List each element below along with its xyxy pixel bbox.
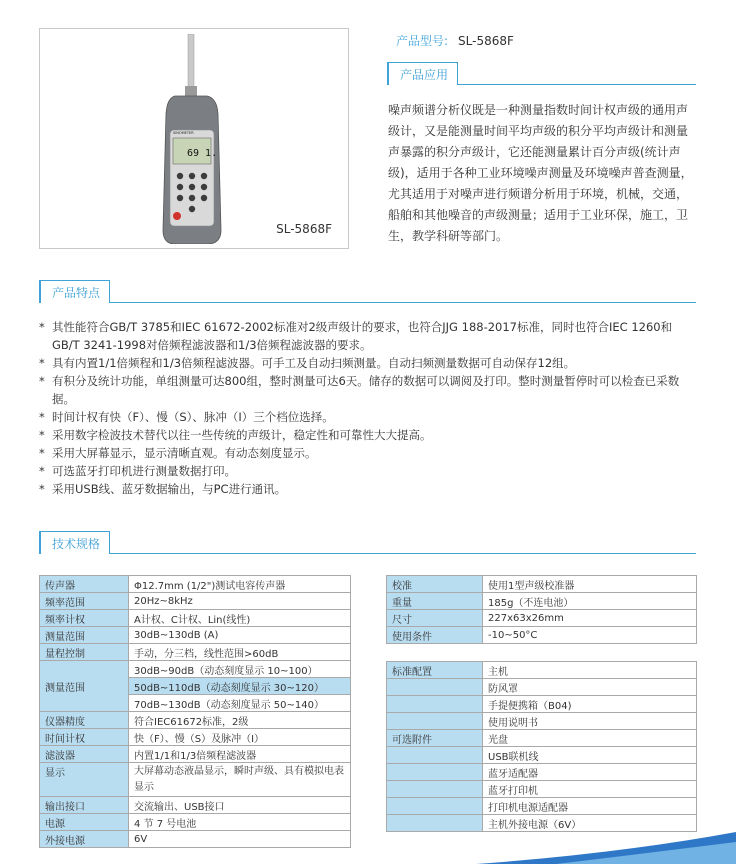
model-label: 产品型号: bbox=[396, 34, 449, 48]
table-row: 传声器 Φ12.7mm (1/2")测试电容传声器 bbox=[40, 576, 351, 593]
table-row: 蓝牙打印机 bbox=[387, 781, 697, 798]
table-row: 打印机电源适配器 bbox=[387, 798, 697, 815]
table-row: 量程控制 手动，分三档，线性范围>60dB bbox=[40, 644, 351, 661]
table-row: 50dB~110dB（动态刻度显示 30~120） bbox=[40, 678, 351, 695]
table-row: 可选附件 光盘 bbox=[387, 730, 697, 747]
product-image-box bbox=[39, 28, 349, 249]
config-table bbox=[386, 661, 697, 832]
power-button-icon bbox=[173, 212, 181, 220]
meter-screen-value: 69 1. bbox=[187, 148, 218, 159]
features-list bbox=[39, 318, 699, 498]
table-row: 仪器精度 符合IEC61672标准，2级 bbox=[40, 712, 351, 729]
model-value: SL-5868F bbox=[458, 34, 514, 48]
table-row: 防风罩 bbox=[387, 679, 697, 696]
table-row: 频率范围 20Hz~8kHz bbox=[40, 593, 351, 610]
table-row: 电源 4 节 7 号电池 bbox=[40, 814, 351, 831]
table-row: 蓝牙适配器 bbox=[387, 764, 697, 781]
list-item: * 具有内置1/1倍频程和1/3倍频程滤波器。可手工及自动扫频测量。自动扫频测量数据可自动保存12组。 bbox=[39, 356, 576, 370]
list-item: * 其性能符合GB/T 3785和IEC 61672-2002标准对2级声级计的要求，也符合JJG 188-2017标准，同时也符合IEC 1260和GB/T 3241-1998对倍频程滤波器和1/3倍频程滤波器的要求。 bbox=[39, 320, 673, 352]
features-header bbox=[39, 280, 696, 303]
features-title: 产品特点 bbox=[39, 280, 110, 303]
brand-logo: SINOMETER bbox=[173, 131, 194, 135]
table-row: 滤波器 内置1/1和1/3倍频程滤波器 bbox=[40, 746, 351, 763]
specs-title: 技术规格 bbox=[39, 531, 110, 554]
application-header bbox=[387, 62, 696, 85]
table-row: 手提便携箱（B04) bbox=[387, 696, 697, 713]
table-row: 主机外接电源（6V） bbox=[387, 815, 697, 832]
table-row: USB联机线 bbox=[387, 747, 697, 764]
image-caption: SL-5868F bbox=[276, 222, 332, 236]
table-row: 显示 大屏幕动态液晶显示，瞬时声级、具有模拟电表显示 bbox=[40, 763, 351, 797]
table-row: 使用条件 -10~50°C bbox=[387, 627, 697, 644]
table-row: 重量 185g（不连电池） bbox=[387, 593, 697, 610]
specs-header bbox=[39, 531, 696, 554]
list-item: * 采用USB线、蓝牙数据输出，与PC进行通讯。 bbox=[39, 482, 287, 496]
decorative-swoosh bbox=[436, 824, 736, 864]
sound-level-meter-image bbox=[161, 34, 223, 244]
table-row: 时间计权 快（F）、慢（S）及脉冲（I） bbox=[40, 729, 351, 746]
list-item: * 采用大屏幕显示，显示清晰直观。有动态刻度显示。 bbox=[39, 446, 317, 460]
table-row: 频率计权 A计权、C计权、Lin(线性) bbox=[40, 610, 351, 627]
table-row: 尺寸 227x63x26mm bbox=[387, 610, 697, 627]
specs-table-left bbox=[39, 575, 351, 848]
table-row: 外接电源 6V bbox=[40, 831, 351, 848]
list-item: * 采用数字检波技术替代以往一些传统的声级计，稳定性和可靠性大大提高。 bbox=[39, 428, 432, 442]
product-model bbox=[396, 32, 514, 49]
list-item: * 可选蓝牙打印机进行测量数据打印。 bbox=[39, 464, 236, 478]
table-row: 校准 使用1型声级校准器 bbox=[387, 576, 697, 593]
application-title: 产品应用 bbox=[387, 62, 458, 85]
table-row: 输出接口 交流输出、USB接口 bbox=[40, 797, 351, 814]
table-row: 测量范围 30dB~90dB（动态刻度显示 10~100） bbox=[40, 661, 351, 678]
specs-table-right bbox=[386, 575, 697, 644]
table-row: 70dB~130dB（动态刻度显示 50~140） bbox=[40, 695, 351, 712]
table-row: 测量范围 30dB~130dB (A) bbox=[40, 627, 351, 644]
table-row: 使用说明书 bbox=[387, 713, 697, 730]
table-row: 标准配置 主机 bbox=[387, 662, 697, 679]
application-text: 噪声频谱分析仪既是一种测量指数时间计权声级的通用声级计，又是能测量时间平均声级的积分平均声级计和测量声暴露的积分声级计，它还能测量累计百分声级(统计声级)，适用于各种工业环境噪声测量及环境噪声普查测量，尤其适用于对噪声进行频谱分析用于环境，机械，交通，船舶和其他噪音的声级测量；适用于工业环保，施工，卫生，教学科研等部门。 bbox=[388, 103, 693, 243]
list-item: * 时间计权有快（F）、慢（S）、脉冲（I）三个档位选择。 bbox=[39, 410, 334, 424]
list-item: * 有积分及统计功能，单组测量可达800组，整时测量可达6天。储存的数据可以调阅及打印。整时测量暂停时可以检查已采数据。 bbox=[39, 374, 680, 406]
